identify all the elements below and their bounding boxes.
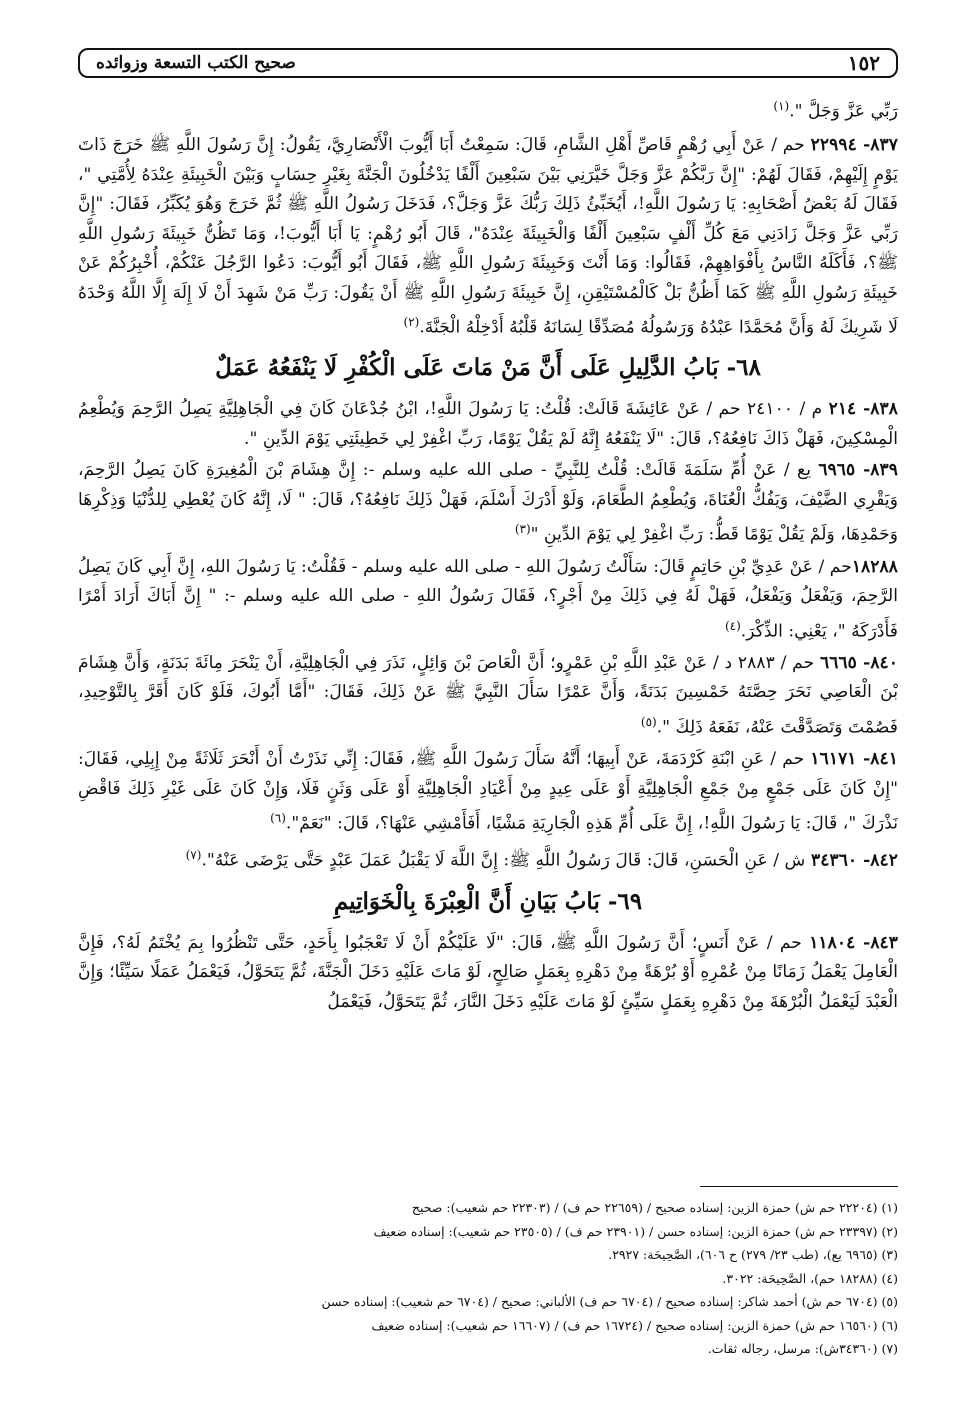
hadith-number: ٨٤٠- ٦٦٦٥ bbox=[819, 652, 899, 673]
hadith-838 bbox=[78, 395, 898, 454]
hadith-843 bbox=[78, 929, 898, 1018]
hadith-number: ١٨٢٨٨ bbox=[851, 556, 898, 577]
footnote-ref: (٦) bbox=[270, 811, 286, 826]
footnote-item: (٣) (٦٩٦٥ يع)، (طب ٢٣/ ٢٧٩) ح ٦٠٦)، الصَّحِيحَة: ٢٩٢٧. bbox=[608, 1247, 898, 1262]
page-number: ١٥٢ bbox=[847, 51, 880, 75]
footnote-ref: (١) bbox=[773, 99, 790, 113]
main-text bbox=[78, 92, 898, 1019]
page-header bbox=[78, 48, 898, 78]
footnote-divider bbox=[700, 1186, 898, 1187]
footnote-ref: (٧) bbox=[185, 848, 202, 863]
hadith-number: ٨٤١- ١٦١٧١ bbox=[810, 749, 898, 770]
hadith-18288 bbox=[78, 553, 898, 647]
hadith-text: ش / عَنِ الْحَسَنِ، قَالَ: قَالَ رَسُولُ اللَّهِ ﷺ: إِنَّ اللَّهَ لَا يَقْبَلُ عَمَلَ عَبْدٍ حَتَّى يَرْضَى عَنْهُ". bbox=[201, 851, 806, 872]
footnote-ref: (٣) bbox=[514, 522, 531, 537]
hadith-text: م / ٢٤١٠٠ حم / عَنْ عَائِشَةَ قَالَتْ: قُلْتُ: يَا رَسُولَ اللَّهِ!، ابْنُ جُدْعَانَ كَانَ فِي الْجَاهِلِيَّةِ يَصِلُ الرَّحِمَ وَيُطْعِمُ الْمِسْكِينَ، فَهَلْ ذَاكَ نَافِعُهُ؟، قَالَ: "لَا يَنْفَعُهُ إِنَّهُ لَمْ يَقُلْ يَوْمًا، رَبِّ اغْفِرْ لِي خَطِيئَتِي يَوْمَ الدِّينِ ". bbox=[78, 399, 898, 449]
footnote-item: (١) (٢٢٢٠٤ حم ش) حمزة الزين: إسناده صحيح / (٢٢٦٥٩ حم ف) / (٢٢٣٠٣ حم شعيب): صحيح bbox=[411, 1200, 898, 1215]
footnotes bbox=[78, 1196, 898, 1361]
footnote-ref: (٢) bbox=[403, 315, 420, 330]
hadith-text: حم / ٢٨٨٣ د / عَنْ عَبْدِ اللَّهِ بْنِ عَمْرٍو؛ أَنَّ الْعَاصَ بْنَ وَائِلٍ، نَذَرَ فِي الْجَاهِلِيَّةِ، أَنْ يَنْحَرَ مِائَةَ بَدَنَةٍ، وَأَنَّ هِشَامَ بْنَ الْعَاصِي نَحَرَ حِصَّتَهُ خَمْسِينَ بَدَنَةً، وَأَنَّ عَمْرًا سَأَلَ النَّبِيَّ ﷺ عَنْ ذَلِكَ، فَقَالَ: "أَمَّا أَبُوكَ، فَلَوْ كَانَ أَقَرَّ بِالتَّوْحِيدِ، فَصُمْتَ وَتَصَدَّقْتَ عَنْهُ، نَفَعَهُ ذَلِكَ ". bbox=[78, 652, 898, 738]
hadith-text: حم / عَنْ عَدِيِّ بْنِ حَاتِمٍ قَالَ: سَأَلْتُ رَسُولَ اللهِ - صلى الله عليه وسلم - فَقُلْتُ: يَا رَسُولَ اللهِ، إِنَّ أَبِي كَانَ يَصِلُ الرَّحِمَ، وَيَفْعَلُ وَيَفْعَلُ، فَهَلْ لَهُ فِي ذَلِكَ مِنْ أَجْرٍ؟، فَقَالَ رَسُولُ اللهِ - صلى الله عليه وسلم -: " إِنَّ أَبَاكَ أَرَادَ أَمْرًا فَأَدْرَكَهُ "، يَعْنِي: الذِّكْرَ. bbox=[78, 556, 898, 642]
hadith-text: حم / عَنْ أَبِي رُهْمٍ قَاصِّ أَهْلِ الشَّامِ، قَالَ: سَمِعْتُ أَبَا أَيُّوبَ الْأَنْصَارِيَّ، يَقُولُ: إِنَّ رَسُولَ اللَّهِ ﷺ خَرَجَ ذَاتَ يَوْمٍ إِلَيْهِمْ، فَقَالَ لَهُمْ: "إِنَّ رَبَّكُمْ عَزَّ وَجَلَّ خَيَّرَنِي بَيْنَ سَبْعِينَ أَلْفًا يَدْخُلُونَ الْجَنَّةَ بِغَيْرِ حِسَابٍ وَبَيْنَ الْخَبِيئَةِ عِنْدَهُ لِأُمَّتِي "، فَقَالَ لَهُ بَعْضُ أَصْحَابِهِ: يَا رَسُولَ اللَّهِ!، أَيُخَبِّئُ ذَلِكَ رَبُّكَ عَزَّ وَجَلَّ؟، فَدَخَلَ رَسُولُ اللَّهِ ﷺ ثُمَّ خَرَجَ وَهُوَ يُكَبِّرُ، فَقَالَ: "إِنَّ رَبِّي عَزَّ وَجَلَّ زَادَنِي مَعَ كُلِّ أَلْفٍ سَبْعِينَ أَلْفًا وَالْخَبِيئَةَ عِنْدَهُ"، قَالَ أَبُو رُهْمٍ: يَا أَبَا أَيُّوبَ!، وَمَا تَظُنُّ خَبِيئَةَ رَسُولِ اللَّهِ ﷺ؟، فَأَكَلَهُ النَّاسُ بِأَفْوَاهِهِمْ، فَقَالُوا: وَمَا أَنْتَ وَخَبِيئَةَ رَسُولِ اللَّهِ ﷺ، فَقَالَ أَبُو أَيُّوبَ: دَعُوا الرَّجُلَ عَنْكُمْ، أُخْبِرُكُمْ عَنْ خَبِيئَةِ رَسُولِ اللَّهِ ﷺ كَمَا أَظُنُّ بَلْ كَالْمُسْتَيْقِنِ، إِنَّ خَبِيئَةَ رَسُولِ اللَّهِ ﷺ أَنْ يَقُولَ: رَبِّ مَنْ شَهِدَ أَنْ لَا إِلَهَ إِلَّا اللَّهُ وَحْدَهُ لَا شَرِيكَ لَهُ وَأَنَّ مُحَمَّدًا عَبْدُهُ وَرَسُولُهُ مُصَدِّقًا لِسَانَهُ قَلْبُهُ أَدْخِلْهُ الْجَنَّةَ. bbox=[78, 135, 898, 338]
hadith-number: ٨٣٧- ٢٢٩٩٤ bbox=[810, 135, 898, 156]
hadith-number: ٨٤٣- ١١٨٠٤ bbox=[809, 932, 899, 953]
chapter-heading-68: ٦٨- بَابُ الدَّلِيلِ عَلَى أَنَّ مَنْ مَاتَ عَلَى الْكُفْرِ لَا يَنْفَعُهُ عَمَلٌ bbox=[215, 354, 761, 382]
footnote-item: (٤) (١٨٢٨٨ حم)، الصَّحِيحَة: ٣٠٢٢. bbox=[722, 1270, 898, 1286]
continuation-text: رَبِّي عَزَّ وَجَلَّ ". bbox=[789, 101, 898, 122]
footnote-ref: (٤) bbox=[724, 618, 741, 633]
footnote-item: (٥) (٦٧٠٤ حم ش) أحمد شاكر: إسناده صحيح / (٦٧٠٤ حم ف) الألباني: صحيح / (٦٧٠٤ حم شعيب): إسناده حسن bbox=[321, 1294, 898, 1309]
footnote-ref: (٥) bbox=[640, 714, 657, 729]
hadith-text: حم / عَنِ ابْنَةِ كَرْدَمَةَ، عَنْ أَبِيهَا؛ أَنَّهُ سَأَلَ رَسُولَ اللَّهِ ﷺ، فَقَالَ: إِنِّي نَذَرْتُ أَنْ أَنْحَرَ ثَلَاثَةً مِنْ إِبِلِي، فَقَالَ: "إِنْ كَانَ عَلَى جَمْعٍ مِنْ جَمْعِ الْجَاهِلِيَّةِ أَوْ عَلَى عِيدٍ مِنْ أَعْيَادِ الْجَاهِلِيَّةِ أَوْ عَلَى وَثَنٍ فَلَا، وَإِنْ كَانَ عَلَى غَيْرِ ذَلِكَ فَاقْضِ نَذْرَكَ "، قَالَ: يَا رَسُولَ اللَّهِ!، إِنَّ عَلَى أُمِّ هَذِهِ الْجَارِيَةِ مَشْيًا، أَفَأَمْشِي عَنْهَا؟، قَالَ: "نَعَمْ". bbox=[78, 749, 898, 834]
footnote-item: (٧) (٣٤٣٦٠ش): مرسل، رجاله ثقات. bbox=[707, 1341, 898, 1356]
hadith-840 bbox=[78, 649, 898, 743]
hadith-text: حم / عَنْ أَنَسٍ؛ أَنَّ رَسُولَ اللَّهِ ﷺ، قَالَ: "لَا عَلَيْكُمْ أَنْ لَا تَعْجَبُوا بِأَحَدٍ، حَتَّى تَنْظُرُوا بِمَ يُخْتَمُ لَهُ؟، فَإِنَّ الْعَامِلَ يَعْمَلُ زَمَانًا مِنْ عُمْرِهِ أَوْ بُرْهَةً مِنْ دَهْرِهِ بِعَمَلٍ صَالِحٍ، لَوْ مَاتَ عَلَيْهِ دَخَلَ الْجَنَّةَ، ثُمَّ يَتَحَوَّلُ، فَيَعْمَلُ عَمَلًا سَيِّئًا؛ وَإِنَّ الْعَبْدَ لَيَعْمَلُ الْبُرْهَةَ مِنْ دَهْرِهِ بِعَمَلٍ سَيِّئٍ لَوْ مَاتَ عَلَيْهِ دَخَلَ النَّارَ، ثُمَّ يَتَحَوَّلُ، فَيَعْمَلُ bbox=[78, 932, 898, 1012]
hadith-number: ٨٣٩- ٦٩٦٥ bbox=[818, 460, 898, 481]
hadith-number: ٨٣٨- ٢١٤ bbox=[828, 399, 898, 420]
footnote-item: (٦) (١٦٥٦٠ حم ش) حمزة الزين: إسناده صحيح / (١٦٧٢٤ حم ف) / (١٦٦٠٧ حم شعيب): إسناده ضعيف bbox=[371, 1317, 898, 1333]
book-title: صحيح الكتب التسعة وزوائده bbox=[96, 53, 296, 73]
footnote-item: (٢) (٢٣٣٩٧ حم ش) حمزة الزين: إسناده حسن / (٢٣٩٠١ حم ف) / (٢٣٥٠٥ حم شعيب): إسناده ضعيف bbox=[373, 1223, 898, 1239]
continuation-line bbox=[78, 92, 898, 127]
hadith-842 bbox=[78, 841, 898, 876]
hadith-837 bbox=[78, 131, 898, 343]
hadith-number: ٨٤٢- ٣٤٣٦٠ bbox=[811, 851, 898, 872]
hadith-841 bbox=[78, 745, 898, 839]
chapter-heading-69: ٦٩- بَابُ بَيَانِ أَنَّ الْعِبْرَةَ بِالْخَوَاتِيمِ bbox=[333, 887, 643, 915]
hadith-839 bbox=[78, 456, 898, 550]
hadith-text: يع / عَنْ أُمِّ سَلَمَةَ قَالَتْ: قُلْتُ لِلنَّبِيِّ - صلى الله عليه وسلم -: إِنَّ هِشَامَ بْنَ الْمُغِيرَةِ كَانَ يَصِلُ الرَّحِمَ، وَيَقْرِي الضَّيْفَ، وَيَفُكُّ الْعُنَاةَ، وَيُطْعِمُ الطَّعَامَ، وَلَوْ أَدْرَكَ أَسْلَمَ، فَهَلْ ذَلِكَ نَافِعُهُ؟، قَالَ: " لَا، إِنَّهُ كَانَ يُعْطِي لِلدُّنْيَا وَذِكْرِهَا وَحَمْدِهَا، وَلَمْ يَقُلْ يَوْمًا قَطُّ: رَبِّ اغْفِرْ لِي يَوْمَ الدِّينِ " bbox=[78, 460, 898, 546]
